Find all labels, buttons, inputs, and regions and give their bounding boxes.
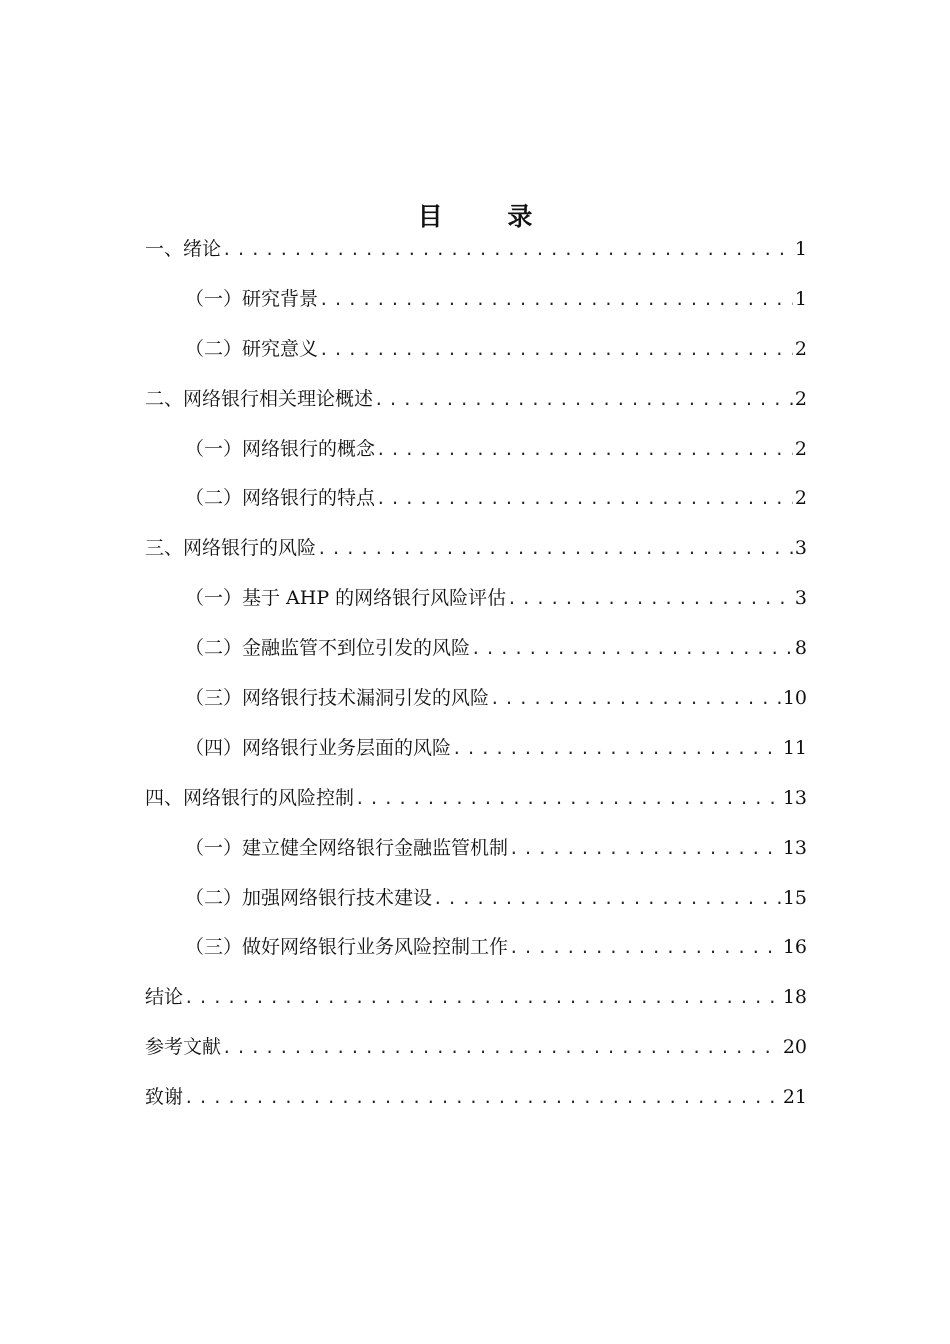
dot-leader xyxy=(222,1023,781,1073)
toc-entry-supervision-mechanism[interactable] xyxy=(145,824,807,874)
toc-entry-page-number: 2 xyxy=(794,487,807,510)
dot-leader xyxy=(184,1073,781,1123)
dot-leader xyxy=(471,624,793,674)
toc-entry-label: （一）网络银行的概念 xyxy=(185,437,376,460)
toc-entry-introduction[interactable] xyxy=(145,225,807,275)
dot-leader xyxy=(317,524,793,574)
toc-entry-risk-control[interactable] xyxy=(145,774,807,824)
dot-leader xyxy=(509,923,781,973)
dot-leader xyxy=(184,973,781,1023)
toc-entry-label: （一）建立健全网络银行金融监管机制 xyxy=(185,836,509,859)
toc-entry-page-number: 2 xyxy=(794,387,807,410)
toc-entry-page-number: 10 xyxy=(782,687,807,710)
toc-entry-theory-overview[interactable] xyxy=(145,375,807,425)
dot-leader xyxy=(433,874,781,924)
toc-entry-page-number: 18 xyxy=(782,986,807,1009)
toc-entry-label: （三）做好网络银行业务风险控制工作 xyxy=(185,936,509,959)
toc-entry-technical-risk[interactable] xyxy=(145,674,807,724)
toc-entry-page-number: 1 xyxy=(794,238,807,260)
toc-entry-acknowledgements[interactable] xyxy=(145,1073,807,1123)
toc-entry-page-number: 11 xyxy=(782,736,807,759)
toc-entry-business-risk-control[interactable] xyxy=(145,923,807,973)
toc-entry-supervision-risk[interactable] xyxy=(145,624,807,674)
toc-entry-label: 二、网络银行相关理论概述 xyxy=(145,387,374,410)
toc-entry-business-risk[interactable] xyxy=(145,724,807,774)
dot-leader xyxy=(490,674,781,724)
toc-entry-label: （一）研究背景 xyxy=(185,287,319,310)
toc-entry-label: 四、网络银行的风险控制 xyxy=(145,786,355,809)
toc-entry-label: （二）网络银行的特点 xyxy=(185,487,376,510)
dot-leader xyxy=(319,325,793,375)
dot-leader xyxy=(509,824,781,874)
toc-entry-ahp-assessment[interactable] xyxy=(145,574,807,624)
dot-leader xyxy=(319,275,793,325)
toc-list xyxy=(145,225,807,1123)
toc-entry-concept[interactable] xyxy=(145,425,807,475)
toc-entry-page-number: 2 xyxy=(794,437,807,460)
toc-entry-label: 结论 xyxy=(145,986,184,1009)
toc-entry-technology-construction[interactable] xyxy=(145,874,807,924)
toc-entry-page-number: 21 xyxy=(782,1086,807,1109)
toc-entry-page-number: 3 xyxy=(794,537,807,560)
toc-entry-label: （一）基于 AHP 的网络银行风险评估 xyxy=(185,587,507,610)
toc-entry-research-background[interactable] xyxy=(145,275,807,325)
toc-entry-label: （二）加强网络银行技术建设 xyxy=(185,886,433,909)
toc-entry-label: （二）研究意义 xyxy=(185,337,319,360)
toc-entry-page-number: 20 xyxy=(782,1036,807,1059)
dot-leader xyxy=(374,375,793,425)
toc-entry-page-number: 16 xyxy=(782,936,807,959)
toc-entry-label: 致谢 xyxy=(145,1086,184,1109)
dot-leader xyxy=(507,574,793,624)
toc-entry-page-number: 13 xyxy=(782,786,807,809)
toc-entry-label: （二）金融监管不到位引发的风险 xyxy=(185,637,471,660)
toc-entry-label: （四）网络银行业务层面的风险 xyxy=(185,736,452,759)
toc-entry-page-number: 13 xyxy=(782,836,807,859)
toc-entry-conclusion[interactable] xyxy=(145,973,807,1023)
dot-leader xyxy=(355,774,781,824)
toc-title: 目 录 xyxy=(417,201,561,231)
toc-entry-label: 三、网络银行的风险 xyxy=(145,537,317,560)
toc-entry-page-number: 15 xyxy=(782,886,807,909)
toc-entry-label: 参考文献 xyxy=(145,1036,222,1059)
toc-entry-page-number: 8 xyxy=(794,637,807,660)
toc-entry-page-number: 1 xyxy=(794,287,807,310)
toc-entry-characteristics[interactable] xyxy=(145,474,807,524)
toc-entry-label: 一、绪论 xyxy=(145,238,222,260)
toc-entry-page-number: 3 xyxy=(794,587,807,610)
dot-leader xyxy=(222,225,793,275)
dot-leader xyxy=(376,474,793,524)
toc-entry-label: （三）网络银行技术漏洞引发的风险 xyxy=(185,687,490,710)
toc-entry-references[interactable] xyxy=(145,1023,807,1073)
toc-entry-risks[interactable] xyxy=(145,524,807,574)
toc-entry-research-significance[interactable] xyxy=(145,325,807,375)
toc-entry-page-number: 2 xyxy=(794,337,807,360)
dot-leader xyxy=(452,724,781,774)
dot-leader xyxy=(376,425,793,475)
